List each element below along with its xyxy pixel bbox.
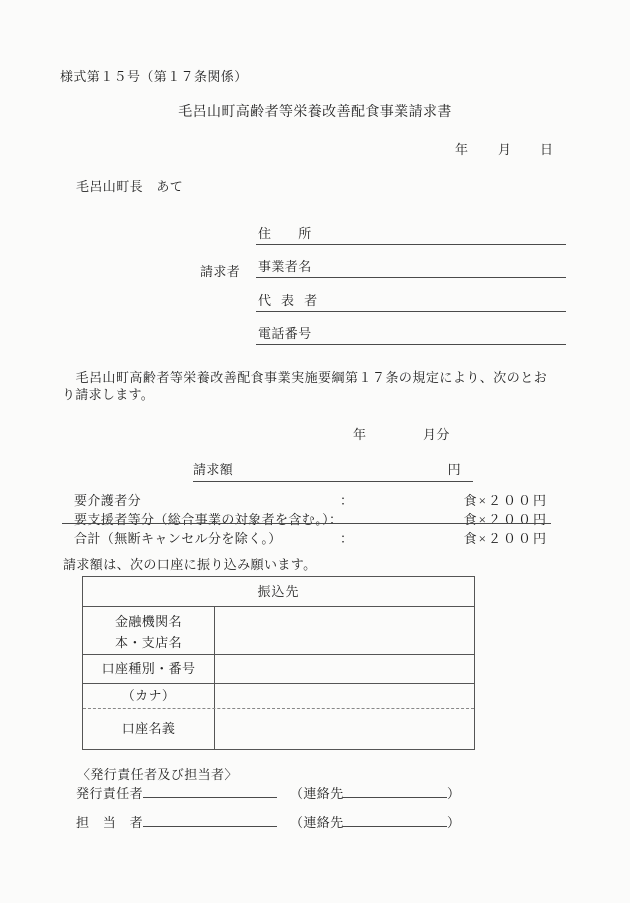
fee-colon: ：	[340, 493, 354, 508]
field-row-address	[256, 226, 566, 245]
field-row-phone	[256, 326, 566, 345]
bank-name-value-cell	[215, 607, 474, 654]
claim-amount-line	[193, 459, 473, 482]
period-month-label: 月分	[423, 427, 450, 442]
account-number-value-cell	[215, 655, 474, 683]
bank-name-label: 金融機関名	[114, 614, 182, 629]
issuer-blank-line	[143, 797, 277, 798]
staff-line	[76, 812, 461, 830]
field-row-business-name	[256, 259, 566, 278]
date-month-label: 月	[498, 142, 512, 157]
claim-amount-label: 請求額	[193, 462, 234, 477]
fee-amount: 食×２００円	[463, 493, 548, 508]
claim-amount-unit: 円	[447, 462, 461, 477]
table-row-kana	[83, 684, 474, 709]
table-row-account-number	[83, 655, 474, 684]
fee-label: 合計（無断キャンセル分を除く。）	[74, 531, 282, 546]
form-number: 様式第１５号（第１７条関係）	[60, 69, 248, 84]
contact-close-paren: ）	[447, 786, 461, 801]
date-day-label: 日	[540, 142, 554, 157]
contact-blank-line	[342, 826, 447, 827]
kana-value-cell	[215, 684, 474, 708]
table-row-bank-name	[83, 607, 474, 655]
contact-open-label: （連絡先	[290, 815, 344, 830]
table-row-account-holder	[83, 709, 474, 749]
address-field-label: 住 所	[258, 226, 312, 241]
fee-colon: ：	[340, 531, 354, 546]
phone-field-label: 電話番号	[258, 326, 312, 341]
staff-label: 担 当 者	[76, 815, 144, 830]
issuer-line	[76, 783, 461, 801]
fee-amount: 食×２００円	[463, 531, 548, 546]
contact-open-label: （連絡先	[290, 786, 344, 801]
account-number-label: 口座種別・番号	[83, 655, 215, 683]
addressee: 毛呂山町長 あて	[76, 179, 184, 194]
fee-divider-line	[62, 523, 551, 524]
account-holder-value-cell	[215, 709, 474, 749]
representative-field-label: 代 表 者	[258, 293, 318, 308]
row-label-cell	[83, 607, 215, 654]
page-title: 毛呂山町高齢者等栄養改善配食事業請求書	[178, 105, 452, 120]
body-paragraph: 毛呂山町高齢者等栄養改善配食事業実施要綱第１７条の規定により、次のとおり請求します。	[62, 370, 547, 402]
table-header: 振込先	[83, 577, 474, 607]
payment-note: 請求額は、次の口座に振り込み願います。	[63, 557, 317, 572]
bank-transfer-table	[82, 576, 475, 750]
contact-blank-line	[342, 797, 447, 798]
branch-name-label: 本・支店名	[114, 635, 182, 650]
business-name-field-label: 事業者名	[258, 259, 312, 274]
fee-row-care-required	[74, 490, 548, 506]
fee-label: 要介護者分	[74, 493, 142, 508]
date-year-label: 年	[455, 142, 469, 157]
field-row-representative	[256, 293, 566, 312]
period-year-label: 年	[353, 427, 367, 442]
kana-label: （カナ）	[83, 684, 215, 708]
account-holder-label: 口座名義	[83, 709, 215, 749]
issuer-label: 発行責任者	[76, 786, 144, 801]
contact-close-paren: ）	[447, 815, 461, 830]
fee-row-total	[74, 528, 548, 544]
staff-blank-line	[143, 826, 277, 827]
fee-label: 要支援者等分（総合事業の対象者を含む。）：	[74, 512, 343, 527]
requester-label: 請求者	[200, 264, 241, 279]
fee-amount: 食×２００円	[463, 512, 548, 527]
issuer-section-heading: 〈発行責任者及び担当者〉	[77, 767, 238, 782]
